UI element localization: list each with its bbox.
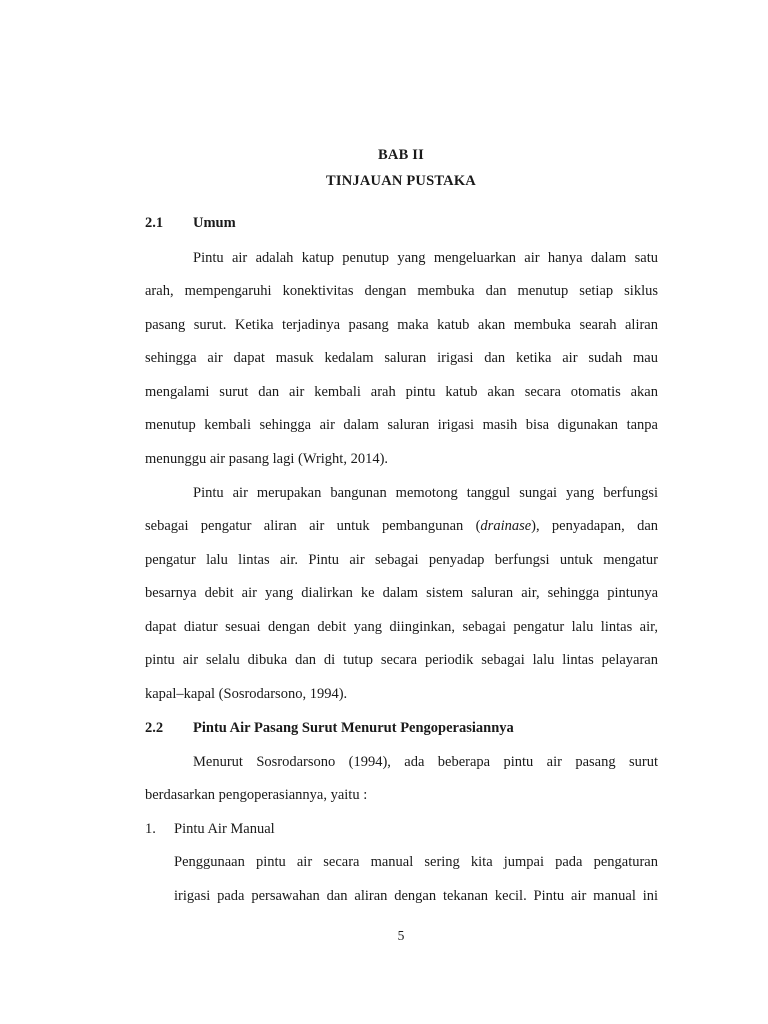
paragraph-line: Pintu air adalah katup penutup yang mengeluarkan air hanya dalam satu	[193, 250, 658, 266]
paragraph-line: irigasi pada persawahan dan aliran dengan tekanan kecil. Pintu air manual ini	[174, 888, 658, 904]
paragraph-line: pengatur lalu lintas air. Pintu air sebagai penyadap berfungsi untuk mengatur	[145, 552, 658, 568]
list-number: 1.	[145, 821, 156, 837]
paragraph-line: kapal–kapal (Sosrodarsono, 1994).	[145, 686, 348, 702]
paragraph-line: Pintu air merupakan bangunan memotong tanggul sungai yang berfungsi	[193, 485, 658, 501]
paragraph-line: arah, mempengaruhi konektivitas dengan membuka dan menutup setiap siklus	[145, 283, 658, 299]
section-number: 2.1	[145, 215, 164, 231]
section-heading-2-2	[145, 720, 514, 737]
italic-term: drainase	[480, 518, 532, 534]
paragraph-line: Penggunaan pintu air secara manual sering kita jumpai pada pengaturan	[174, 854, 658, 870]
section-number: 2.2	[145, 720, 164, 736]
paragraph-line: berdasarkan pengoperasiannya, yaitu :	[145, 787, 368, 803]
paragraph-line: menutup kembali sehingga air dalam saluran irigasi masih bisa digunakan tanpa	[145, 417, 658, 433]
paragraph-line: besarnya debit air yang dialirkan ke dalam sistem saluran air, sehingga pintunya	[145, 585, 658, 601]
page-number: 5	[397, 928, 405, 943]
paragraph-line: pintu air selalu dibuka dan di tutup secara periodik sebagai lalu lintas pelayaran	[145, 652, 658, 668]
paragraph-line: mengalami surut dan air kembali arah pintu katub akan secara otomatis akan	[145, 384, 658, 400]
section-title: Umum	[193, 215, 236, 231]
text-run: ), penyadapan, dan	[531, 518, 658, 534]
paragraph-line: sehingga air dapat masuk kedalam saluran irigasi dan ketika air sudah mau	[145, 350, 658, 366]
paragraph-line	[145, 519, 658, 534]
chapter-label: BAB II	[378, 147, 424, 163]
list-item-title: Pintu Air Manual	[174, 821, 275, 837]
section-title: Pintu Air Pasang Surut Menurut Pengoperasiannya	[193, 720, 514, 736]
paragraph-line: Menurut Sosrodarsono (1994), ada beberapa pintu air pasang surut	[193, 754, 658, 770]
section-heading-2-1	[145, 215, 236, 232]
paragraph-line: menunggu air pasang lagi (Wright, 2014).	[145, 451, 389, 467]
chapter-title: TINJAUAN PUSTAKA	[326, 173, 476, 189]
paragraph-line: dapat diatur sesuai dengan debit yang diinginkan, sebagai pengatur lalu lintas air,	[145, 619, 658, 635]
list-item	[145, 822, 275, 837]
text-run: sebagai pengatur aliran air untuk pembangunan (	[145, 518, 481, 534]
paragraph-line: pasang surut. Ketika terjadinya pasang maka katub akan membuka searah aliran	[145, 317, 658, 333]
